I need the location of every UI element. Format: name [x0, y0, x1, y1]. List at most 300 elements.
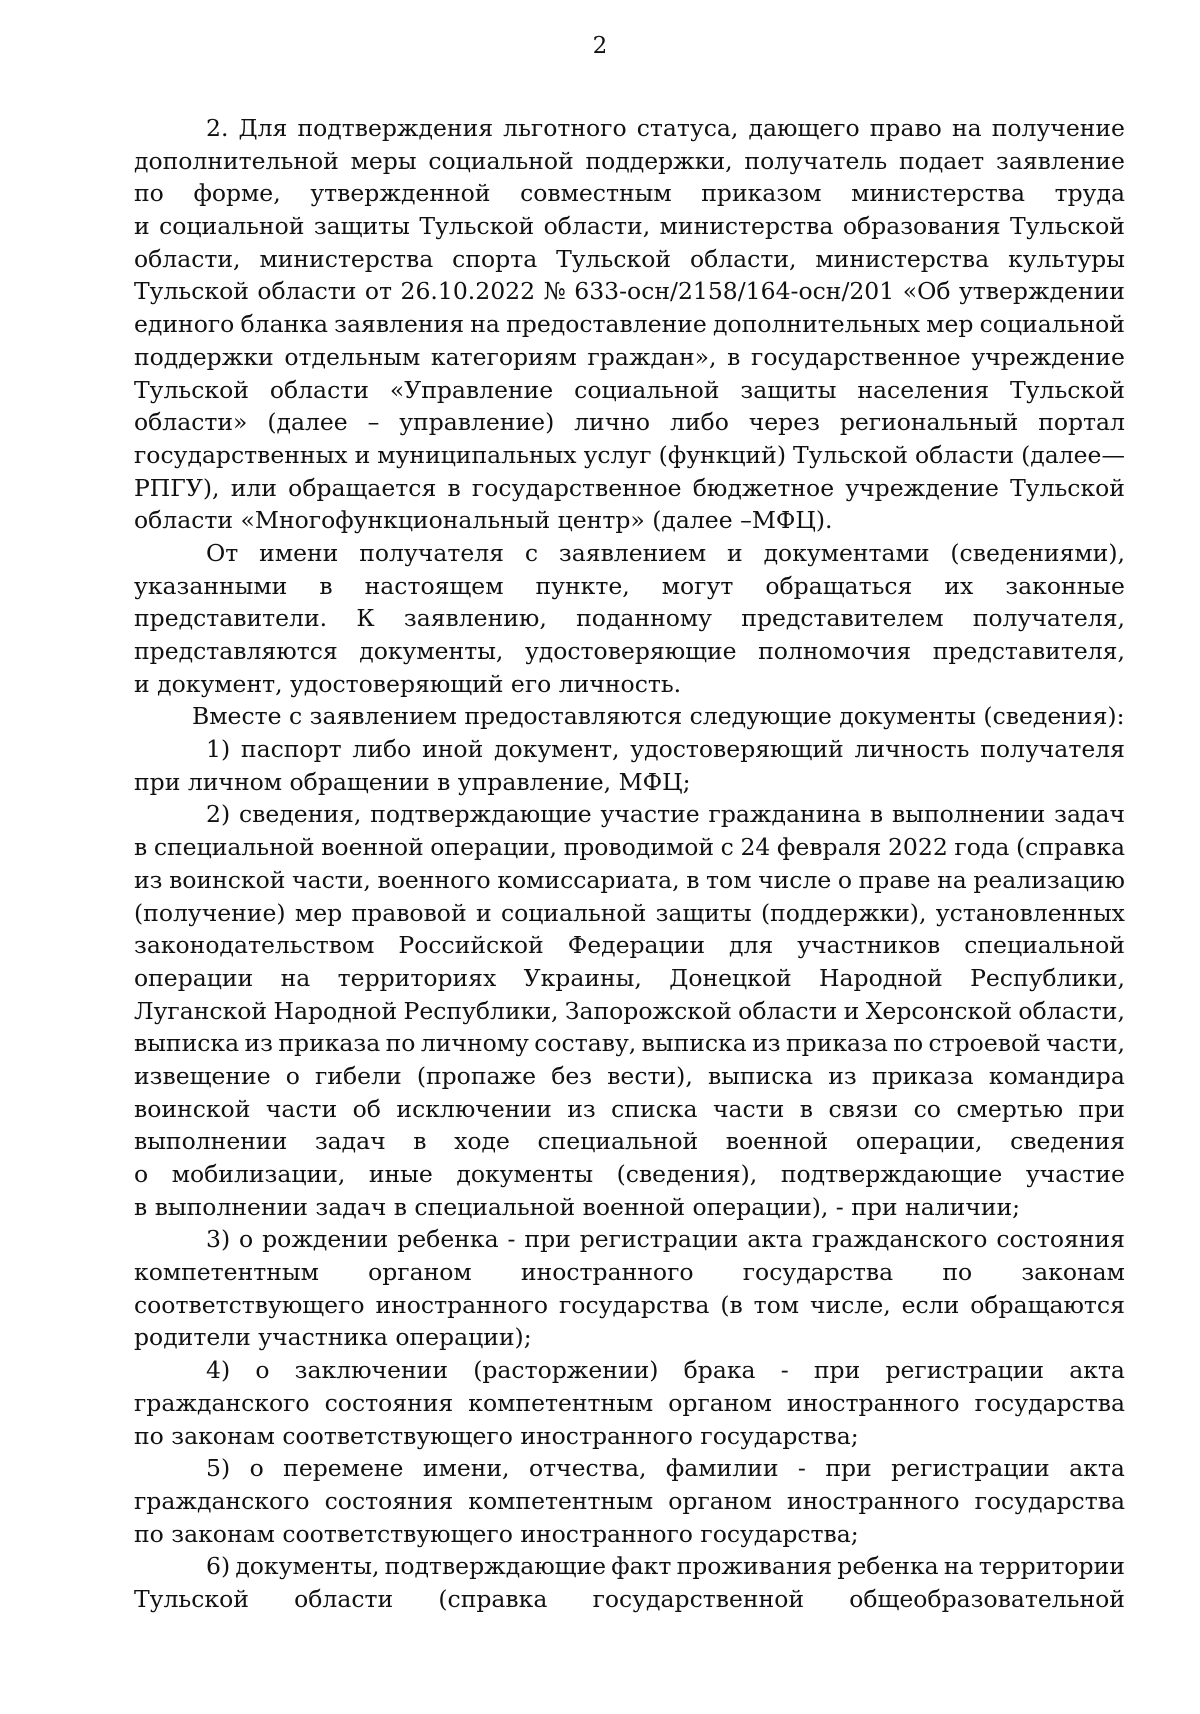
word: удостоверяющий [630, 735, 844, 764]
word: области [914, 440, 1015, 469]
word: приказа [786, 1029, 888, 1058]
word: акта [747, 1225, 803, 1254]
word: заключении [294, 1356, 448, 1385]
word: выполнении [892, 800, 1046, 829]
text-line [134, 374, 1125, 407]
word: операции [134, 963, 254, 992]
word: Тульской [1010, 375, 1125, 404]
text-line [134, 1583, 1125, 1616]
word: поданному [576, 604, 713, 633]
text-line [134, 766, 1125, 799]
word: о [255, 1356, 270, 1385]
word: Украины, [523, 963, 642, 992]
word: при [1078, 1094, 1125, 1123]
word: иностранного [520, 1258, 694, 1287]
word: единого [134, 310, 235, 339]
word: по [942, 1258, 973, 1287]
text-line [134, 308, 1125, 341]
text-line [134, 602, 1125, 635]
word: акта [1069, 1356, 1125, 1385]
word: льготного [503, 114, 627, 142]
word: правовой [351, 898, 467, 927]
text-line [134, 177, 1125, 210]
word: учреждение [845, 473, 999, 502]
word: социальной [428, 146, 574, 175]
text-line [134, 995, 1125, 1028]
text-line [134, 145, 1125, 178]
word: Запорожской [564, 996, 732, 1025]
word: по [385, 1029, 416, 1058]
word: 2022 [887, 833, 948, 862]
word: документ, [494, 735, 620, 764]
word: Республики, [970, 963, 1125, 992]
word: государственных [134, 440, 348, 469]
word: мер [926, 310, 974, 339]
word: в [799, 1094, 814, 1123]
text-line [134, 831, 1125, 864]
word: представителем [741, 604, 944, 633]
word: области [294, 1584, 394, 1613]
word: органом [368, 1258, 472, 1287]
word: на [470, 310, 500, 339]
word: (расторжении) [473, 1356, 659, 1385]
word: смертью [956, 1094, 1064, 1123]
word: о [249, 1454, 264, 1483]
word: заявлению, [403, 604, 547, 633]
word: специальной [537, 1127, 699, 1156]
word: проживания [676, 1552, 833, 1581]
word: подтверждающие [780, 1160, 1003, 1188]
word: ребенка [837, 1552, 939, 1581]
word: из [828, 1061, 857, 1090]
word: образования [842, 212, 1001, 241]
word: обращаться [765, 571, 913, 600]
word: Российской [398, 931, 544, 960]
word: подтверждения [297, 114, 494, 142]
line-text: и документ, удостоверяющий его личность. [134, 669, 682, 698]
word: специальной [153, 833, 315, 862]
word: дающего [748, 114, 860, 142]
word: министерства [659, 212, 834, 241]
word: задач [1054, 800, 1125, 829]
word: воинской [169, 865, 286, 894]
text-line [134, 1289, 1125, 1322]
word: иностранного [786, 1388, 960, 1417]
word: регистрации [891, 1454, 1050, 1483]
word: по [134, 179, 164, 208]
word: территориях [337, 963, 497, 992]
word: (пропаже [416, 1061, 537, 1090]
word: (сведениями), [950, 538, 1125, 567]
word: подтверждающие [384, 1552, 607, 1581]
word: 633-осн/2158/164-осн/201 [574, 277, 895, 306]
word: 2) [206, 800, 231, 829]
word: обращаются [970, 1290, 1125, 1319]
word: № [543, 277, 566, 306]
text-line [134, 1223, 1125, 1256]
text-line [134, 537, 1125, 570]
text-line [134, 1191, 1125, 1224]
word: органом [668, 1486, 772, 1515]
word: получение [991, 114, 1125, 142]
page-number: 2 [592, 33, 608, 59]
word: защиты [740, 375, 837, 404]
word: в [134, 833, 148, 862]
word: законам [1021, 1258, 1125, 1287]
line-text: по законам соответствующего иностранного государства; [134, 1519, 859, 1548]
word: - [507, 1225, 516, 1254]
text-line [134, 635, 1125, 668]
text-line [134, 243, 1125, 276]
word: гибели [315, 1061, 402, 1090]
word: строевой [928, 1029, 1041, 1058]
word: составу, [534, 1029, 637, 1058]
word: учреждение [971, 342, 1125, 371]
text-line [134, 929, 1125, 962]
word: из [567, 1094, 596, 1123]
word: по [893, 1029, 924, 1058]
word: (сведения), [616, 1160, 758, 1188]
word: области [738, 996, 838, 1025]
word: при [825, 1454, 872, 1483]
word: о [239, 1225, 254, 1254]
word: К [356, 604, 375, 633]
word: если [901, 1290, 960, 1319]
word: государственной [592, 1584, 805, 1613]
text-line [134, 1256, 1125, 1289]
word: (далее— [1021, 440, 1125, 469]
word: иностранного [375, 1290, 549, 1319]
word: мобилизации, [171, 1160, 346, 1188]
word: (получение) [134, 898, 286, 927]
word: документы, [235, 1552, 380, 1581]
text-line [134, 733, 1125, 766]
word: заявления [334, 310, 465, 339]
text-line [134, 1093, 1125, 1126]
word: приказом [701, 179, 822, 208]
word: Тульской [134, 375, 249, 404]
word: государства [974, 1388, 1125, 1417]
word: утвержденной [310, 179, 491, 208]
word: Тульской [1010, 473, 1125, 502]
word: государства [974, 1486, 1125, 1515]
word: «Управление [389, 375, 554, 404]
word: иные [368, 1160, 433, 1188]
text-line [134, 275, 1125, 308]
word: 24 [740, 833, 771, 862]
word: области, [689, 244, 797, 273]
word: паспорт [240, 735, 342, 764]
word: государственное [471, 473, 682, 502]
text-line [134, 1387, 1125, 1420]
word: региональный [839, 408, 1019, 437]
word: (поддержки), [760, 898, 927, 927]
word: Народной [273, 996, 398, 1025]
word: защиты [655, 898, 752, 927]
word: обращается [288, 473, 437, 502]
word: получателя [359, 538, 504, 567]
word: выписка [641, 1029, 747, 1058]
word: командира [988, 1061, 1125, 1090]
word: пункте, [535, 571, 630, 600]
word: государства [559, 1290, 710, 1319]
word: о [837, 865, 853, 894]
word: области, [134, 244, 241, 273]
text-line [134, 1125, 1125, 1158]
word: сведения [1010, 1127, 1125, 1156]
word: соответствующего [134, 1290, 365, 1319]
word: части, [292, 865, 371, 894]
word: при [813, 1356, 861, 1385]
word: государственное [751, 342, 961, 371]
text-line [134, 341, 1125, 374]
word: утверждении [958, 277, 1125, 306]
word: из [134, 865, 163, 894]
word: труда [1054, 179, 1125, 208]
word: гражданского [134, 1388, 310, 1417]
word: области, [543, 212, 651, 241]
word: или [230, 473, 277, 502]
word: (в [720, 1290, 743, 1319]
word: для [729, 931, 774, 960]
word: установленных [935, 898, 1125, 927]
word: предоставление [506, 310, 707, 339]
word: части [265, 1094, 338, 1123]
text-line [134, 1354, 1125, 1387]
line-text: Вместе с заявлением предоставляются следующие документы (сведения): [192, 702, 1125, 731]
word: с [524, 538, 539, 567]
word: поддержки, [585, 146, 733, 175]
line-text: области «Многофункциональный центр» (далее –МФЦ). [134, 506, 833, 535]
word: Луганской [134, 996, 268, 1025]
word: регистрации [885, 1356, 1045, 1385]
text-line [134, 1158, 1125, 1191]
word: вести), [607, 1061, 693, 1090]
word: меры [350, 146, 417, 175]
word: поддержки [134, 342, 274, 371]
text-line [134, 439, 1125, 472]
word: (далее [267, 408, 348, 437]
word: об [352, 1094, 381, 1123]
text-line [134, 1321, 1125, 1354]
text-line [134, 112, 1125, 145]
text-line [134, 472, 1125, 505]
word: Тульской [134, 1584, 249, 1613]
word: выполнении [134, 1127, 288, 1156]
word: том [706, 865, 752, 894]
word: о [285, 1061, 300, 1090]
word: 26.10.2022 [400, 277, 536, 306]
word: Донецкой [669, 963, 792, 992]
word: участие [600, 800, 700, 829]
word: праве [858, 865, 931, 894]
word: Тульской [134, 277, 249, 306]
word: ребенка [397, 1225, 499, 1254]
word: культуры [1008, 244, 1125, 273]
text-line [134, 570, 1125, 603]
word: на [937, 865, 967, 894]
line-text: по законам соответствующего иностранного государства; [134, 1421, 859, 1450]
word: документами [763, 538, 930, 567]
word: области» [134, 408, 248, 437]
word: и [475, 898, 492, 927]
word: из [244, 1029, 273, 1058]
word: портал [1038, 408, 1125, 437]
word: лично [574, 408, 651, 437]
word: рождении [262, 1225, 389, 1254]
word: Тульской [556, 244, 672, 273]
word: области [257, 277, 357, 306]
word: заявление [996, 146, 1125, 175]
word: в [447, 473, 461, 502]
word: Для [238, 114, 288, 142]
word: с [720, 833, 734, 862]
word: воинской [134, 1094, 251, 1123]
word: управление) [399, 408, 555, 437]
word: социальной [979, 310, 1125, 339]
word: (справка [438, 1584, 548, 1613]
word: Федерации [567, 931, 706, 960]
word: числе, [810, 1290, 891, 1319]
word: состояния [996, 1225, 1125, 1254]
word: извещение [134, 1061, 271, 1090]
word: военного [377, 865, 491, 894]
word: перемене [283, 1454, 404, 1483]
word: через [748, 408, 820, 437]
word: – [367, 408, 380, 437]
word: гражданина [708, 800, 861, 829]
word: области [269, 375, 369, 404]
word: области, [1018, 996, 1125, 1025]
word: представители. [134, 604, 328, 633]
word: в [727, 342, 741, 371]
word: компетентным [134, 1258, 319, 1287]
word: 1) [206, 735, 231, 764]
word: РПГУ), [134, 473, 220, 502]
word: 2. [206, 114, 229, 142]
word: года [954, 833, 1010, 862]
line-text: при личном обращении в управление, МФЦ; [134, 767, 691, 796]
word: специальной [964, 931, 1125, 960]
word: министерства [815, 244, 990, 273]
word: в [413, 1127, 427, 1156]
word: и [727, 538, 743, 567]
word: комиссариата, [497, 865, 680, 894]
word: населения [857, 375, 990, 404]
line-text: в выполнении задач в специальной военной операции), - при наличии; [134, 1192, 1021, 1221]
word: органом [668, 1388, 772, 1417]
word: социальной [500, 898, 647, 927]
word: выписка [134, 1029, 240, 1058]
word: в [686, 865, 700, 894]
word: статуса, [636, 114, 739, 142]
word: брака [683, 1356, 756, 1385]
word: на [943, 1552, 974, 1581]
word: государства [742, 1258, 894, 1287]
word: операции, [430, 833, 557, 862]
word: и [134, 212, 150, 241]
word: регистрации [579, 1225, 739, 1254]
word: социальной [159, 212, 305, 241]
word: на [280, 963, 311, 992]
word: 3) [206, 1225, 231, 1254]
text-line [134, 897, 1125, 930]
word: из [752, 1029, 781, 1058]
word: Тульской [1010, 212, 1125, 241]
word: 5) [206, 1454, 231, 1483]
word: и [843, 996, 860, 1025]
word: задач [314, 1127, 386, 1156]
word: том [753, 1290, 800, 1319]
word: настоящем [364, 571, 504, 600]
word: выписка [707, 1061, 814, 1090]
word: министерства [259, 244, 434, 273]
word: исключении [396, 1094, 552, 1123]
document-body [134, 112, 1125, 1616]
word: списка [611, 1094, 698, 1123]
word: социальной [574, 375, 720, 404]
word: приказа [871, 1061, 974, 1090]
word: операции, [855, 1127, 983, 1156]
word: представляются [134, 637, 338, 665]
word: общеобразовательной [849, 1584, 1125, 1613]
word: и [354, 440, 371, 469]
word: сведения, [239, 800, 362, 829]
text-line [134, 962, 1125, 995]
word: участников [797, 931, 941, 960]
word: полномочия [758, 637, 912, 665]
word: иностранного [786, 1486, 960, 1515]
word: получатель [744, 146, 888, 175]
word: получателя [980, 735, 1125, 764]
word: акта [1069, 1454, 1125, 1483]
word: личность [854, 735, 970, 764]
word: военной [321, 833, 424, 862]
word: в [319, 571, 333, 600]
word: имени, [422, 1454, 510, 1483]
word: состояния [324, 1486, 454, 1515]
word: документы, [359, 637, 504, 665]
word: министерства [851, 179, 1025, 208]
word: законные [1005, 571, 1125, 600]
word: спорта [452, 244, 538, 273]
word: указанными [134, 571, 288, 600]
word: части, [1046, 1029, 1125, 1058]
text-line [134, 1452, 1125, 1485]
word: дополнительных [713, 310, 920, 339]
word: могут [661, 571, 734, 600]
word: бюджетное [692, 473, 835, 502]
word: законодательством [134, 931, 375, 960]
word: муниципальных [377, 440, 577, 469]
text-line [134, 668, 1125, 701]
text-line [134, 1518, 1125, 1551]
text-line [134, 700, 1125, 733]
word: (справка [1015, 833, 1125, 862]
word: их [944, 571, 974, 600]
word: связи [828, 1094, 899, 1123]
word: при [524, 1225, 571, 1254]
word: представителя, [932, 637, 1125, 665]
word: без [551, 1061, 593, 1090]
word: «Об [902, 277, 951, 306]
word: ходе [454, 1127, 510, 1156]
text-line [134, 1485, 1125, 1518]
word: в [869, 800, 884, 829]
word: компетентным [468, 1388, 654, 1417]
text-line [134, 864, 1125, 897]
word: (функций) [658, 440, 787, 469]
